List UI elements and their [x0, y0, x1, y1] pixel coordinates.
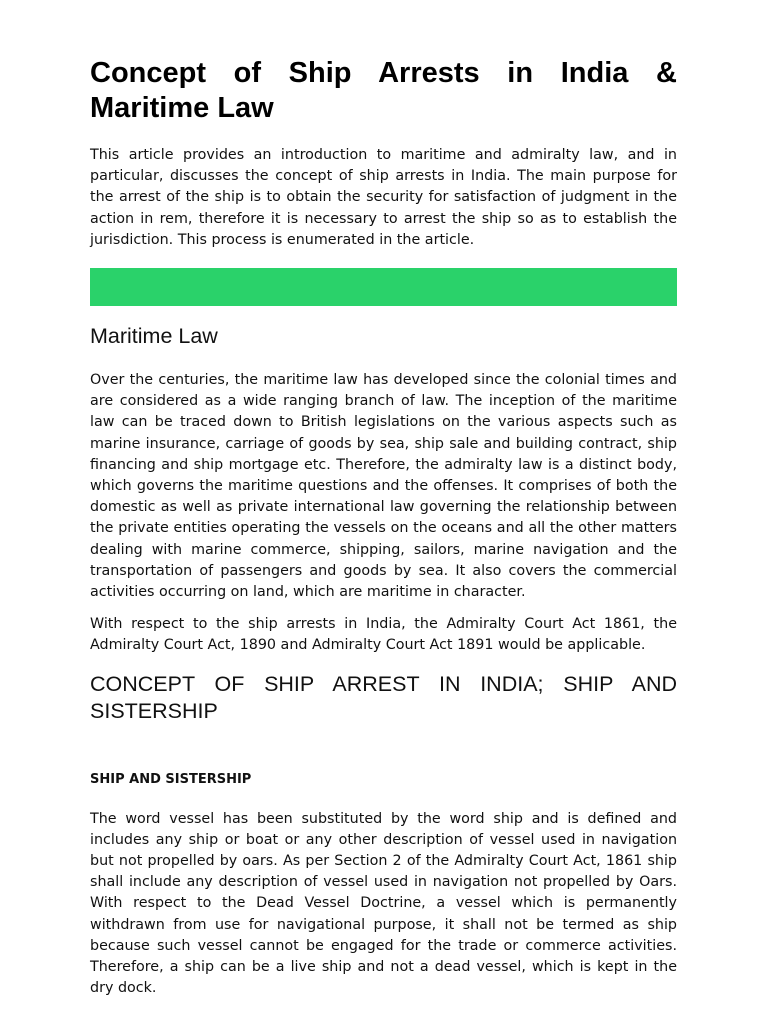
ship-sistership-paragraph: The word vessel has been substituted by the word ship and is defined and includes any ship or boat or any other description of vessel used in navigation but not propelled by oars. As per Section 2 of the Admiralty Court Act, 1861 ship shall include any description of vessel used in navigation not propelled by Oars. With respect to the Dead Vessel Doctrine, a vessel which is permanently withdrawn from use for navigational purpose, it shall not be termed as ship because such vessel cannot be engaged for the trade or commerce activities. Therefore, a ship can be a live ship and not a dead vessel, which is kept in the dry dock. [90, 810, 677, 997]
maritime-law-paragraph-2: With respect to the ship arrests in India, the Admiralty Court Act 1861, the Admiralty Court Act, 1890 and Admiralty Court Act 1891 would be applicable. [90, 616, 677, 654]
section-heading-maritime-law: Maritime Law [90, 324, 218, 349]
section-heading-concept: CONCEPT OF SHIP ARREST IN INDIA; SHIP AND SISTERSHIP [90, 671, 677, 723]
document-page [90, 0, 677, 999]
green-banner [90, 268, 677, 306]
maritime-law-paragraph-1: Over the centuries, the maritime law has developed since the colonial times and are considered as a wide ranging branch of law. The inception of the maritime law can be traced down to British legislations on the various aspects such as marine insurance, carriage of goods by sea, ship sale and building contract, ship financing and ship mortgage etc. Therefore, the admiralty law is a distinct body, which governs the maritime questions and the offenses. It comprises of both the domestic as well as private international law governing the relationship between the private entities operating the vessels on the oceans and all the other matters dealing with marine commerce, shipping, sailors, marine navigation and the transportation of passengers and goods by sea. It also covers the commercial activities occurring on land, which are maritime in character. [90, 372, 677, 601]
article-title: Concept of Ship Arrests in India & Maritime Law [90, 57, 677, 124]
subheading-ship-and-sistership: SHIP AND SISTERSHIP [90, 771, 252, 787]
intro-paragraph: This article provides an introduction to maritime and admiralty law, and in particular, discusses the concept of ship arrests in India. The main purpose for the arrest of the ship is to obtain the security for satisfaction of judgment in the action in rem, therefore it is necessary to arrest the ship so as to establish the jurisdiction. This process is enumerated in the article. [90, 147, 677, 248]
